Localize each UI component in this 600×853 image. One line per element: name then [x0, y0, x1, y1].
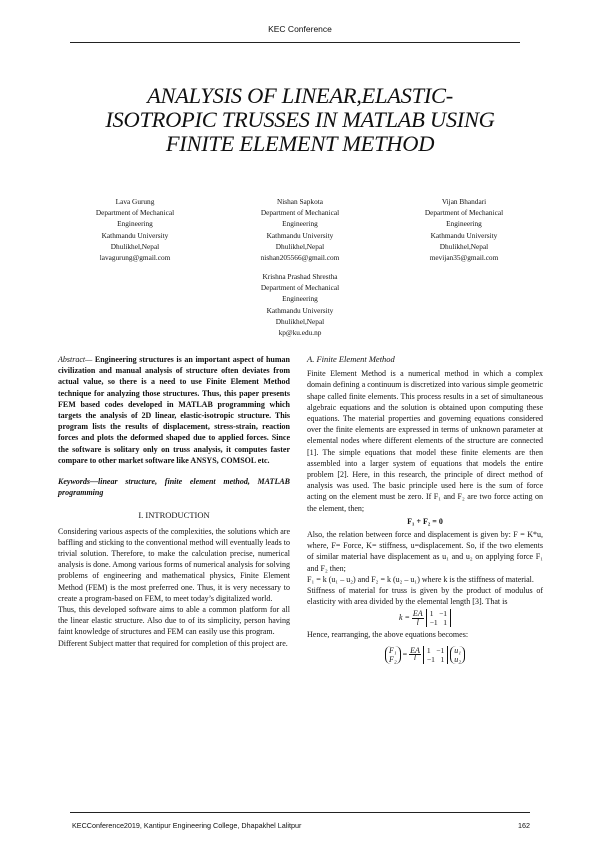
- author-email: mevijan35@gmail.com: [429, 253, 499, 263]
- abstract-label: Abstract—: [58, 355, 93, 364]
- abstract-text: Engineering structures is an important aspect of human civilization and manual analysis of structure often deviates from actual value, so there is a need to use Finite Element Method technique for analyzing those structures. Thus, this paper presents FEM based codes developed in MATLAB programming which targets the analysis of 2D linear, elastic-isotropic structure. This program lists the results of displacement, stress-strain, reaction forces and plots the deformed shaped due to applied forces. Since the software is solitary only on truss analysis, it computes faster compare to other market software like ANSYS, COMSOL etc.: [58, 355, 290, 465]
- vector-cell: F₂: [388, 654, 397, 664]
- footer-text: KECConference2019, Kantipur Engineering College, Dhapakhel Lalitpur: [72, 821, 302, 830]
- equals-sign: =: [402, 649, 408, 659]
- matrix-equation: [307, 646, 543, 664]
- ea-fraction: [409, 648, 421, 661]
- intro-paragraph: Considering various aspects of the complexities, the solutions which are baffling and sticking to the conventional method will eventually leads to trivial solution. Therefore, to make the calculation precise, numerical analysis is done. Among various forms of numerical analysis for solving problems of engineering and mathematical physics, Finite Element Method (FEM) is the most preferred one. Thus, it is very necessary to create a program-based on FEM, to meet today’s digitalized world.: [58, 526, 290, 603]
- author-email: kp@ku.edu.np: [278, 328, 322, 338]
- author-dept: Department of Mechanical: [260, 208, 340, 218]
- vector-cell: F₁: [388, 645, 397, 655]
- author-block: [210, 196, 390, 263]
- fraction-denominator: l: [413, 653, 417, 663]
- matrix-cell: −1: [429, 618, 438, 628]
- displacement-vector: [450, 646, 465, 664]
- fraction-numerator: EA: [412, 608, 423, 618]
- author-dept: Engineering: [282, 219, 318, 229]
- page-number: 162: [518, 821, 530, 830]
- fem-paragraph: F₁ = k (u₁ – u₂) and F₂ = k (u₂ – u₁) where k is the stiffness of material.: [307, 574, 534, 584]
- author-dept: Engineering: [117, 219, 153, 229]
- author-dept: Engineering: [282, 294, 318, 304]
- author-univ: Kathmandu University: [430, 230, 498, 240]
- intro-paragraph: Thus, this developed software aims to able a common platform for all the linear elastic structure. Also due to of its simplicity, person having faint knowledge of structures and FEM can easily use this program.: [58, 605, 290, 637]
- author-univ: Kathmandu University: [266, 230, 334, 240]
- vector-cell: u₁: [454, 645, 462, 655]
- author-univ: Kathmandu University: [266, 305, 334, 315]
- author-city: Dhulikhel,Nepal: [275, 316, 325, 326]
- title-line-2: ISOTROPIC TRUSSES IN MATLAB USING: [105, 107, 495, 132]
- left-column: [58, 354, 290, 649]
- matrix-cell: −1: [426, 654, 435, 664]
- author-block: [374, 196, 554, 263]
- equation: F₁ + F₂ = 0: [407, 516, 443, 526]
- author-city: Dhulikhel,Nepal: [110, 241, 160, 251]
- author-univ: Kathmandu University: [101, 230, 169, 240]
- section-heading: I. INTRODUCTION: [138, 510, 210, 521]
- running-header: KEC Conference: [268, 24, 332, 34]
- matrix-cell: −1: [436, 645, 445, 655]
- fem-paragraph: Stiffness of material for truss is given by the product of modulus of elasticity with area divided by the elemental length [3]. That is: [307, 586, 543, 607]
- author-email: nishan205566@gmail.com: [260, 253, 340, 263]
- author-dept: Department of Mechanical: [424, 208, 504, 218]
- author-name: Vijan Bhandari: [441, 197, 487, 206]
- author-dept: Engineering: [446, 219, 482, 229]
- author-name: Krishna Prashad Shrestha: [262, 272, 338, 281]
- author-block: [210, 271, 390, 338]
- matrix-cell: 1: [443, 618, 448, 628]
- title-line-3: FINITE ELEMENT METHOD: [165, 131, 435, 156]
- header-rule-left: [70, 42, 126, 43]
- fraction-denominator: l: [416, 617, 419, 627]
- fem-paragraph: Hence, rearranging, the above equations becomes:: [307, 630, 469, 640]
- stiffness-matrix: [426, 609, 451, 627]
- author-dept: Department of Mechanical: [95, 208, 175, 218]
- abstract: [58, 354, 290, 466]
- title-line-1: ANALYSIS OF LINEAR,ELASTIC-: [147, 83, 453, 108]
- author-name: Nishan Sapkota: [276, 197, 323, 206]
- author-block: [45, 196, 225, 263]
- eq-lhs: k =: [398, 613, 410, 623]
- fraction-numerator: EA: [410, 646, 420, 656]
- fem-paragraph: Also, the relation between force and displacement is given by: F = K*u, where, F= Force, K= stiffness, u=displacement. So, if the two elements of similar material have displacement as u₁ and u₂ on applying force F₁ and F₂ then;: [307, 530, 543, 573]
- author-email: lavagurung@gmail.com: [99, 253, 171, 263]
- author-city: Dhulikhel,Nepal: [439, 241, 489, 251]
- force-vector: [385, 646, 401, 664]
- keywords: Keywords—linear structure, finite element method, MATLAB programming: [58, 477, 290, 498]
- matrix-cell: −1: [439, 609, 448, 619]
- header-rule: [126, 42, 520, 43]
- paper-title: [40, 84, 560, 156]
- stiffness-matrix: [423, 646, 448, 664]
- author-city: Dhulikhel,Nepal: [275, 241, 325, 251]
- author-name: Lava Gurung: [115, 197, 155, 206]
- matrix-cell: 1: [426, 645, 431, 655]
- right-column: [307, 354, 543, 664]
- matrix-cell: 1: [429, 609, 434, 619]
- intro-paragraph: Different Subject matter that required for completion of this project are.: [58, 638, 288, 648]
- vector-cell: u₂: [454, 654, 462, 664]
- footer-rule: [70, 812, 530, 813]
- fem-paragraph: Finite Element Method is a numerical method in which a complex domain defining a continuum is discretized into various simple geometric shape called finite elements. This process results in a set of simultaneous algebraic equations and the solution is obtained upon computing these equations. The material properties and governing equations considered over the finite elements are expressed in terms of unknown parameter at elemental nodes where different elements of the structure are connected [1]. The simple equations that model these finite elements are then assembled into a larger system of equations that models the entire problem [2]. Here, in this research, the principle of direct method of analysis was used. The basic principle used here is the sum of force acting on the element must be zero. If F₁ and F₂ are two force acting on the element, then;: [307, 369, 543, 513]
- matrix-cell: 1: [440, 654, 445, 664]
- subsection-heading: A. Finite Element Method: [307, 354, 395, 364]
- author-dept: Department of Mechanical: [260, 283, 340, 293]
- stiffness-equation: [307, 609, 543, 627]
- ea-fraction: [412, 610, 424, 627]
